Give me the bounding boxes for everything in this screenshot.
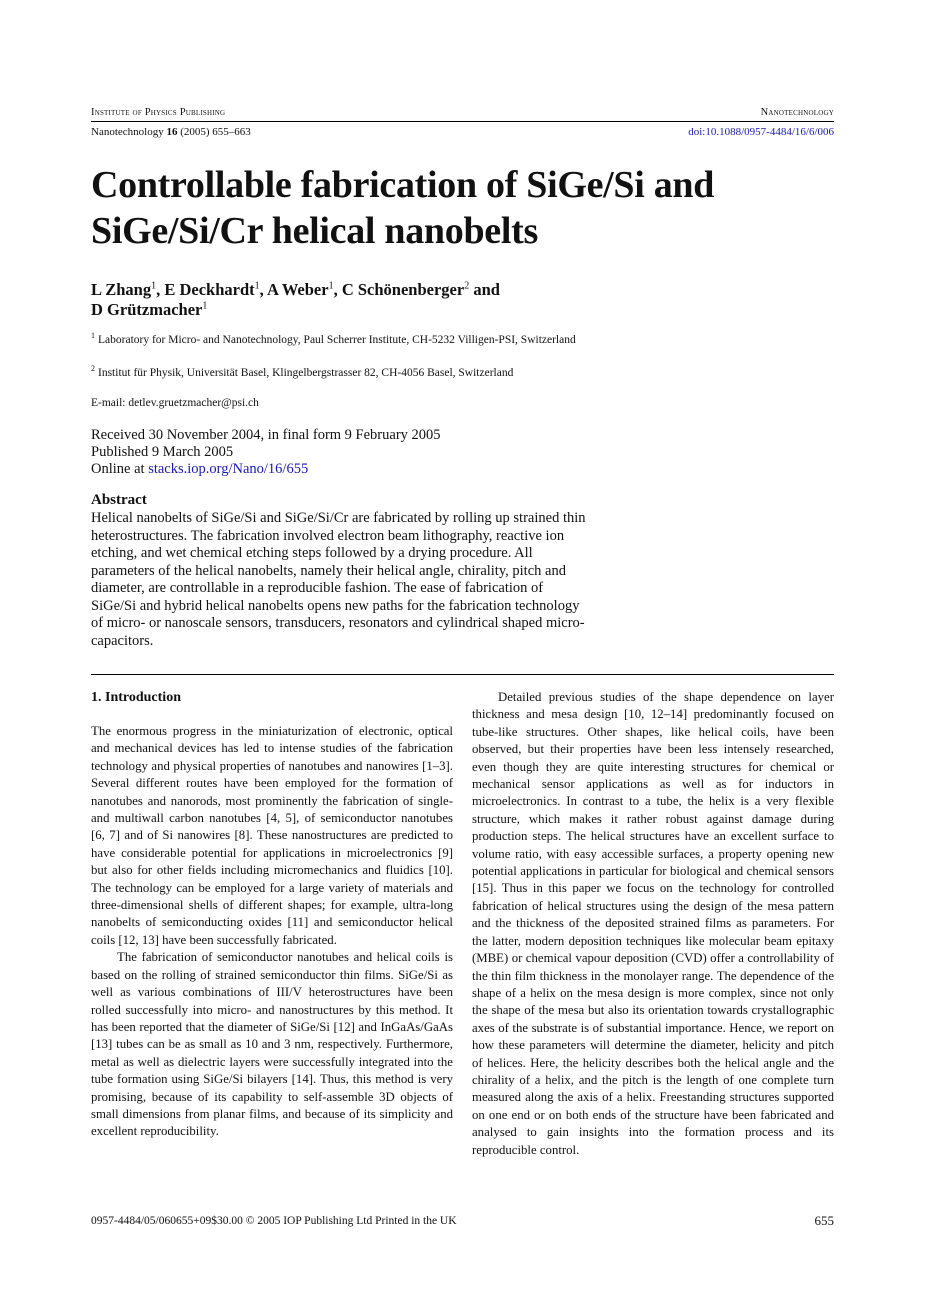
author: C Schönenberger$^2$ and xyxy=(341,280,500,299)
citation-line xyxy=(91,126,251,138)
citation-suffix: (2005) 655–663 xyxy=(177,126,251,138)
citation-prefix: Nanotechnology xyxy=(91,126,167,138)
affiliation-1: $^1$ Laboratory for Micro- and Nanotechnology, Paul Scherrer Institute, CH-5232 Villigen-PSI, Switzerland xyxy=(91,331,576,346)
right-column xyxy=(472,689,834,1159)
author: L Zhang$^1$, xyxy=(91,280,165,299)
citation-volume: 16 xyxy=(166,126,178,138)
section-heading: 1. Introduction xyxy=(91,690,181,705)
received-date: Received 30 November 2004, in final form 9 February 2005 xyxy=(91,427,441,443)
publisher-header: Institute of Physics Publishing xyxy=(91,107,226,118)
online-link[interactable]: stacks.iop.org/Nano/16/655 xyxy=(148,461,309,477)
left-column xyxy=(91,723,453,1141)
paragraph: The fabrication of semiconductor nanotubes and helical coils is based on the rolling of strained semiconductor thin films. SiGe/Si as well as various combinations of III/V heterostructures have been rolled successfully into micro- and nanostructures by this method. It has been reported that the diameter of SiGe/Si [12] and InGaAs/GaAs [13] tubes can be as small as 10 and 3 nm, respectively. Furthermore, metal as well as dielectric layers were successfully integrated into the tube formation using SiGe/Si bilayers [14]. Thus, this method is very promising, because of its capability to self-assemble 3D objects of small dimensions from planar films, and because of its simplicity and excellent reproducibility. xyxy=(91,950,453,1139)
paper-title: Controllable fabrication of SiGe/Si and SiGe/Si/Cr helical nanobelts xyxy=(91,164,715,252)
footer-copyright: 0957-4484/05/060655+09$30.00 © 2005 IOP Publishing Ltd Printed in the UK xyxy=(91,1215,457,1227)
abstract-heading: Abstract xyxy=(91,492,147,508)
abstract-text: Helical nanobelts of SiGe/Si and SiGe/Si/Cr are fabricated by rolling up strained thin heterostructures. The fabrication involved electron beam lithography, reactive ion etching, and wet chemical etching steps followed by a drying procedure. All parameters of the helical nanobelts, namely their helical angle, chirality, pitch and diameter, are controllable in a reproducible fashion. The ease of fabrication of SiGe/Si and hybrid helical nanobelts opens new paths for the fabrication technology of micro- or nanoscale sensors, transducers, resonators and cylindrical shaped micro-capacitors. xyxy=(91,510,586,649)
author: E Deckhardt$^1$, xyxy=(164,280,267,299)
page-number: 655 xyxy=(814,1213,834,1228)
published-date: Published 9 March 2005 xyxy=(91,444,234,460)
journal-header: Nanotechnology xyxy=(760,107,834,118)
header-rule xyxy=(91,121,834,122)
author: D Grützmacher$^1$ xyxy=(91,300,208,319)
online-line: Online at stacks.iop.org/Nano/16/655 xyxy=(91,461,309,477)
contact-email[interactable]: E-mail: detlev.gruetzmacher@psi.ch xyxy=(91,397,259,409)
publication-dates xyxy=(91,427,441,478)
doi-link[interactable]: doi:10.1088/0957-4484/16/6/006 xyxy=(688,126,834,138)
affiliation-2: $^2$ Institut für Physik, Universität Basel, Klingelbergstrasser 82, CH-4056 Basel, Switzerland xyxy=(91,364,514,379)
paragraph: Detailed previous studies of the shape dependence on layer thickness and mesa design [10, 12–14] predominantly focused on tube-like structures. Other shapes, like helical coils, have been observed, but their properties have been less intensely researched, even though they are quite interesting structures for chemical or mechanical sensor applications as well as for inductors in microelectronics. In contrast to a tube, the helix is a very flexible structure, which makes it rather robust against damage during production steps. The helical structures have an excellent surface to volume ratio, with easy accessible surfaces, a property opening new potential applications in particular for biological and chemical sensors [15]. Thus in this paper we focus on the technology for controlled fabrication of helical structures using the design of the mesa pattern and the thickness of the deposited strained films as parameters. For the latter, modern deposition techniques like molecular beam epitaxy (MBE) or chemical vapour deposition (CVD) offer a controllability of the thin film thickness in the monolayer range. The dependence of the shape of a helix on the mesa design is more complex, since not only the shape of the mesa but also its orientation towards crystallographic axes of the substrate is of substantial importance. Hence, we report on how these parameters will determine the diameter, helicity and pitch of helices. Here, the helicity describes both the helical angle and the chirality of a helix, and the pitch is the length of one complete turn measured along the axis of a helix. Freestanding structures supported on one end or on both ends of the structure have been fabricated and analysed to gain insights into the formation process and its reproducible control. xyxy=(472,690,834,1157)
paragraph: The enormous progress in the miniaturization of electronic, optical and mechanical devices has led to intense studies of the fabrication technology and physical properties of nanotubes and nanowires [1–3]. Several different routes have been employed for the formation of nanotubes and nanorods, most prominently the fabrication of single- and multiwall carbon nanotubes [4, 5], of semiconductor nanotubes [6, 7] and of Si nanowires [8]. These nanostructures are predicted to have considerable potential for applications in microelectronics [9] but also for other fields including micromechanics and fluidics [10]. The technology can be employed for a large variety of materials and three-dimensional shells of different shapes; for example, ultra-long nanobelts of semiconducting oxides [11] and semiconductor helical coils [12, 13] have been successfully fabricated. xyxy=(91,724,453,947)
author-list xyxy=(91,280,691,320)
author: A Weber$^1$, xyxy=(266,280,342,299)
section-rule xyxy=(91,674,834,675)
